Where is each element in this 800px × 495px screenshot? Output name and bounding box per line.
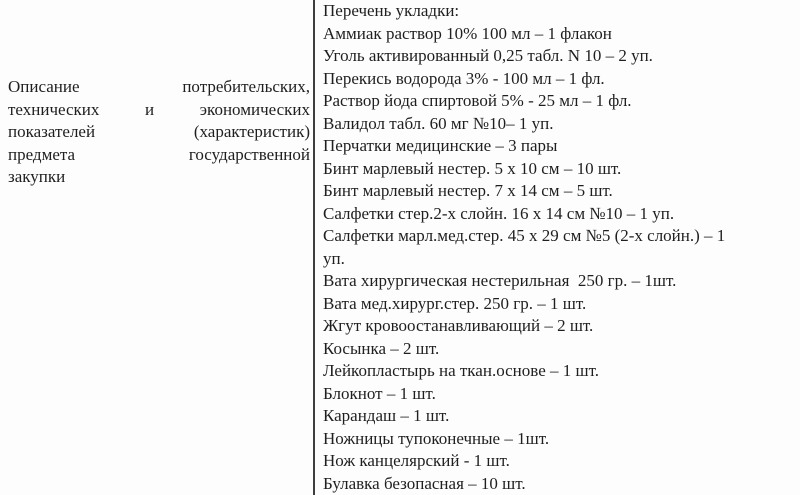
packing-list-line: Карандаш – 1 шт. [323, 406, 450, 425]
label-line: показателей (характеристик) [8, 122, 310, 141]
packing-list-line: Салфетки марл.мед.стер. 45 х 29 см №5 (2-х слойн.) – 1 [323, 226, 726, 245]
packing-list-line: Бинт марлевый нестер. 7 х 14 см – 5 шт. [323, 181, 613, 200]
packing-list-line: Нож канцелярский - 1 шт. [323, 451, 510, 470]
table-cell-packing-list [313, 0, 800, 495]
packing-list-line: Ножницы тупоконечные – 1шт. [323, 428, 550, 448]
packing-list-line: Бинт марлевый нестер. 5 х 10 см – 10 шт. [323, 158, 622, 178]
packing-list-line-wrap: уп. [323, 248, 345, 268]
packing-list-line: Косынка – 2 шт. [323, 338, 440, 358]
table-cell-description-label [0, 0, 313, 495]
label-line: предмета государственной [8, 144, 310, 164]
packing-list-line: Раствор йода спиртовой 5% - 25 мл – 1 фл. [323, 91, 632, 110]
packing-list-line: Уголь активированный 0,25 табл. N 10 – 2 уп. [323, 46, 653, 65]
packing-list-line: Блокнот – 1 шт. [323, 383, 436, 403]
label-line: закупки [8, 167, 66, 186]
packing-list-heading: Перечень укладки: [323, 1, 460, 20]
packing-list-line: Вата мед.хирург.стер. 250 гр. – 1 шт. [323, 293, 587, 313]
packing-list-line: Булавка безопасная – 10 шт. [323, 473, 526, 493]
label-line: Описание потребительских, [8, 77, 310, 96]
packing-list-line: Валидол табл. 60 мг №10– 1 уп. [323, 113, 554, 133]
packing-list-line: Лейкопластырь на ткан.основе – 1 шт. [323, 361, 599, 380]
label-line: технических и экономических [8, 99, 310, 119]
packing-list-line: Перекись водорода 3% - 100 мл – 1 фл. [323, 68, 605, 88]
packing-list-line: Жгут кровоостанавливающий – 2 шт. [323, 316, 594, 335]
packing-list-line: Аммиак раствор 10% 100 мл – 1 флакон [323, 23, 612, 43]
packing-list-line: Перчатки медицинские – 3 пары [323, 136, 558, 155]
packing-list-line: Вата хирургическая нестерильная 250 гр. – 1шт. [323, 271, 677, 290]
packing-list-line: Салфетки стер.2-х слойн. 16 х 14 см №10 – 1 уп. [323, 203, 675, 223]
